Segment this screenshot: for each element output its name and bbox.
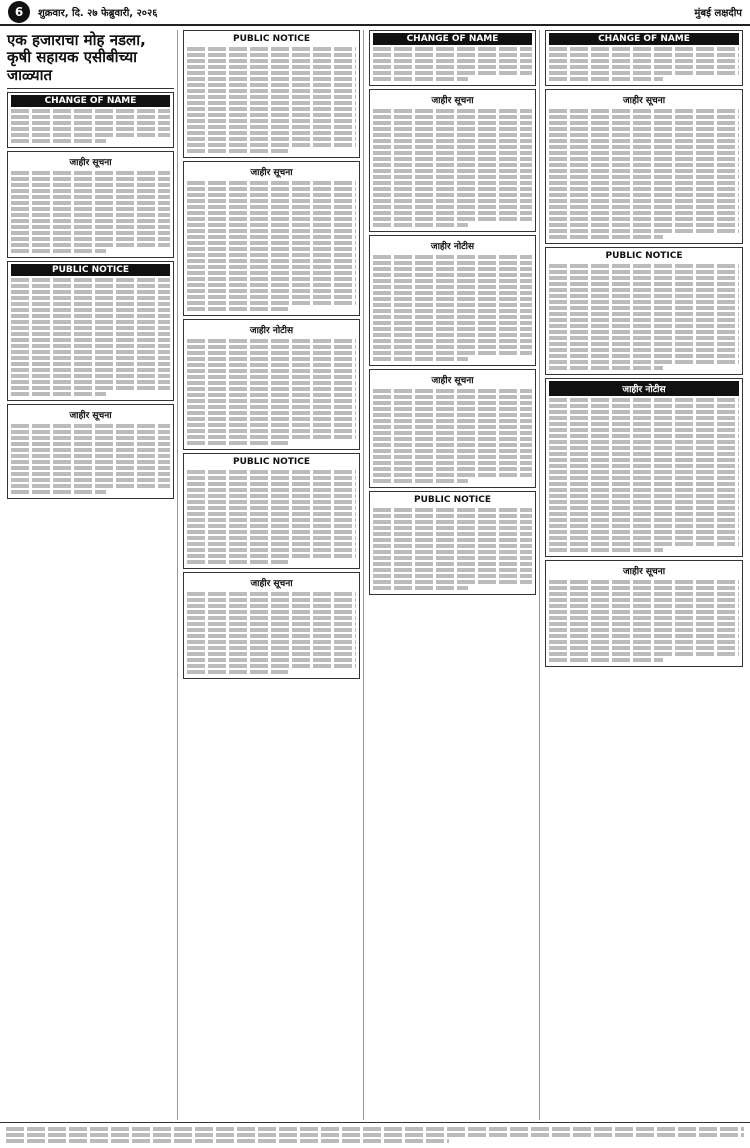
edition-name: मुंबई लक्षदीप: [694, 8, 742, 19]
notice-box: [183, 30, 360, 158]
notice-body: [373, 389, 532, 483]
notice-title: PUBLIC NOTICE: [232, 34, 310, 44]
print-line: [0, 1122, 750, 1148]
notice-title: जाहीर सूचना: [622, 567, 666, 577]
notice-body: [373, 255, 532, 361]
column-2: [180, 30, 364, 1120]
page-number: 6: [8, 1, 30, 23]
notice-body: [11, 424, 170, 494]
masthead: [0, 0, 750, 26]
lead-headline: एक हजाराचा मोह नडला, कृषी सहायक एसीबीच्या जाळ्यात: [7, 30, 174, 89]
notice-body: [549, 398, 739, 552]
notice-box: [369, 30, 536, 86]
notice-box: [7, 404, 174, 499]
notice-box: [369, 369, 536, 488]
notice-box: [545, 560, 743, 667]
notice-title: जाहीर सूचना: [622, 96, 666, 106]
notice-title: जाहीर नोटीस: [249, 326, 294, 336]
notice-box: [183, 161, 360, 316]
notice-title: PUBLIC NOTICE: [232, 457, 310, 467]
notice-body: [11, 278, 170, 396]
column-3: [366, 30, 540, 1120]
notice-body: [187, 181, 356, 311]
notice-title: जाहीर सूचना: [69, 157, 112, 168]
notice-body: [549, 109, 739, 239]
notice-body: [373, 47, 532, 81]
notice-title: PUBLIC NOTICE: [605, 251, 683, 261]
notice-body: [187, 470, 356, 564]
notice-body: [549, 47, 739, 81]
notice-title: CHANGE OF NAME: [11, 95, 170, 107]
column-1: [4, 30, 178, 1120]
notice-box: [183, 319, 360, 450]
notice-title: जाहीर सूचना: [431, 376, 474, 386]
notice-title: CHANGE OF NAME: [549, 33, 739, 45]
notice-box: [545, 378, 743, 557]
notice-body: [549, 580, 739, 662]
notice-box: [369, 89, 536, 232]
notice-body: [11, 171, 170, 253]
notice-title: PUBLIC NOTICE: [11, 264, 170, 276]
column-4: [542, 30, 746, 1120]
notice-box: [545, 30, 743, 86]
notice-box: [7, 151, 174, 258]
notice-title: जाहीर सूचना: [69, 410, 112, 421]
notice-title: CHANGE OF NAME: [373, 33, 532, 45]
notice-box: [183, 572, 360, 679]
notice-body: [187, 592, 356, 674]
notice-box: [369, 235, 536, 366]
notice-box: [545, 247, 743, 375]
notice-box: [7, 92, 174, 148]
notice-body: [549, 264, 739, 370]
notice-title: जाहीर नोटीस: [430, 242, 475, 252]
notice-title: जाहीर नोटीस: [549, 381, 739, 396]
date-line: शुक्रवार, दि. २७ फेब्रुवारी, २०२६: [38, 8, 158, 19]
notice-body: [373, 109, 532, 227]
notice-box: [7, 261, 174, 401]
notice-title: PUBLIC NOTICE: [413, 495, 491, 505]
notice-title: जाहीर सूचना: [250, 168, 293, 178]
notice-title: जाहीर सूचना: [250, 579, 293, 589]
notice-body: [373, 508, 532, 590]
notice-body: [187, 47, 356, 153]
notice-body: [11, 109, 170, 143]
notice-columns: [4, 30, 746, 1120]
notice-box: [369, 491, 536, 595]
notice-title: जाहीर सूचना: [431, 96, 474, 106]
notice-box: [545, 89, 743, 244]
notice-box: [183, 453, 360, 569]
notice-body: [187, 339, 356, 445]
